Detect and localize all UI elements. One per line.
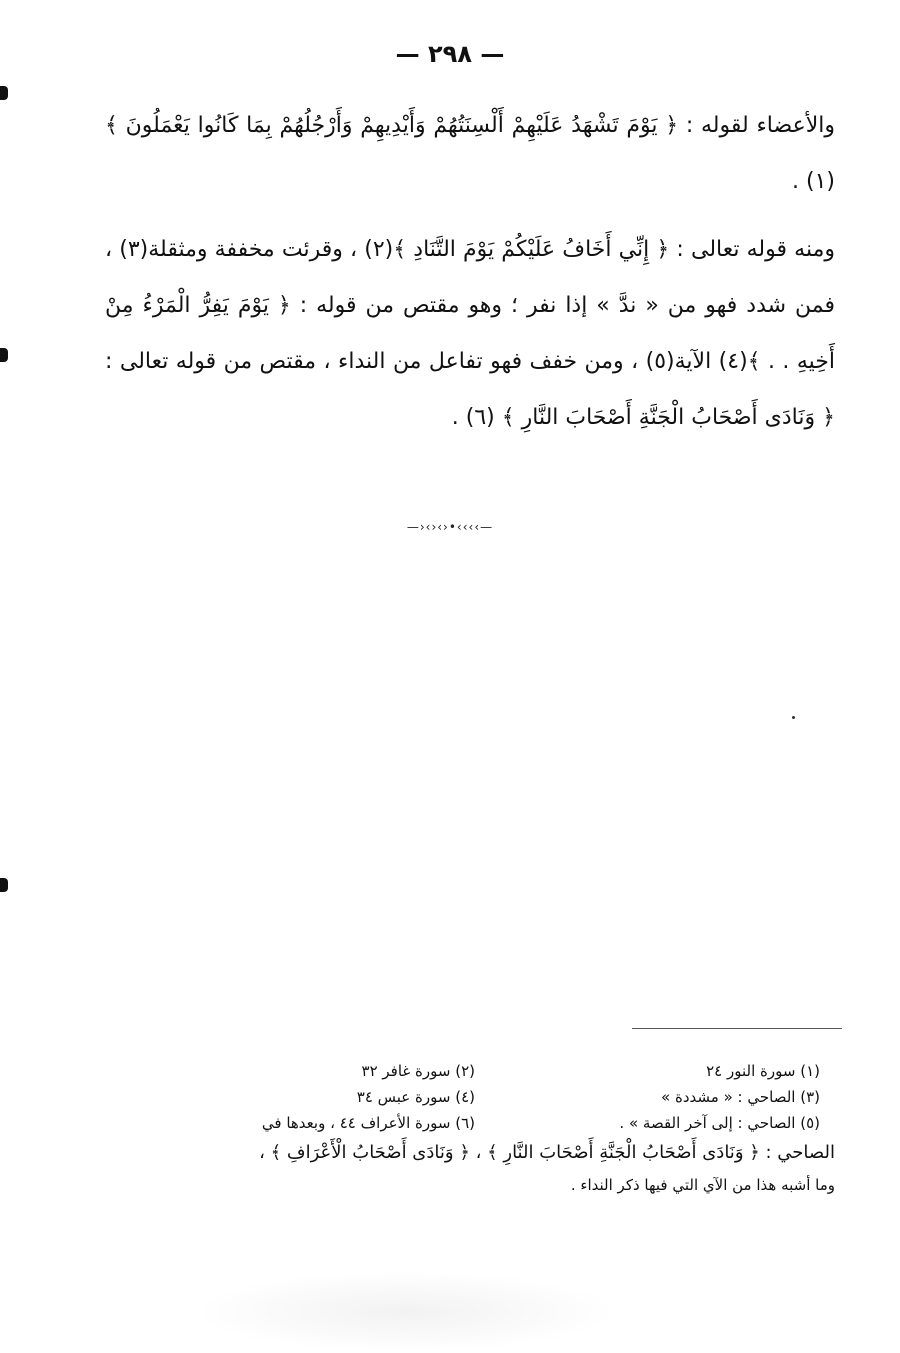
binding-mark xyxy=(0,878,8,892)
footnotes xyxy=(105,1058,835,1200)
footnote-6-continuation: الصاحي : ﴿ وَنَادَى أَصْحَابُ الْجَنَّةِ أَصْحَابَ النَّارِ ﴾ ، ﴿ وَنَادَى أَصْحَابُ الْأَعْرَافِ ﴾ ، xyxy=(259,1142,835,1163)
page-number: — ٢٩٨ — xyxy=(395,40,505,68)
binding-mark xyxy=(0,86,8,100)
footnote-row xyxy=(105,1110,835,1136)
footnote-divider xyxy=(632,1028,842,1029)
paragraph-2: ومنه قوله تعالى : ﴿ إِنِّي أَخَافُ عَلَيْكُمْ يَوْمَ التَّنَادِ ﴾(٢) ، وقرئت مخففة ومثقلة(٣) ، فمن شدد فهو من « ندَّ » إذا نفر ؛ وهو مقتص من قوله : ﴿ يَوْمَ يَفِرُّ الْمَرْءُ مِنْ أَخِيهِ . . ﴾(٤) الآية(٥) ، ومن خفف فهو تفاعل من النداء ، مقتص من قوله تعالى : ﴿ وَنَادَى أَصْحَابُ الْجَنَّةِ أَصْحَابَ النَّارِ ﴾ (٦) . xyxy=(105,237,835,430)
main-text xyxy=(105,98,835,446)
binding-mark xyxy=(0,348,8,362)
paragraph-1: والأعضاء لقوله : ﴿ يَوْمَ تَشْهَدُ عَلَيْهِمْ أَلْسِنَتُهُمْ وَأَيْدِيهِمْ وَأَرْجُلُهُمْ بِمَا كَانُوا يَعْمَلُونَ ﴾ (١) . xyxy=(105,113,835,194)
footnote-6: (٦) سورة الأعراف ٤٤ ، وبعدها في xyxy=(261,1114,475,1132)
footnote-4: (٤) سورة عبس ٣٤ xyxy=(356,1088,475,1106)
footnote-2: (٢) سورة غافر ٣٢ xyxy=(361,1062,475,1080)
footnote-6-end: وما أشبه هذا من الآي التي فيها ذكر النداء . xyxy=(570,1176,835,1194)
footnote-3: (٣) الصاحي : « مشددة » xyxy=(661,1088,820,1106)
section-ornament: —›‹›‹›•‹‹‹‹— xyxy=(406,520,494,534)
footnote-5: (٥) الصاحي : إلى آخر القصة » . xyxy=(619,1114,820,1132)
footnote-1: (١) سورة النور ٢٤ xyxy=(706,1062,820,1080)
scan-shadow xyxy=(190,1270,620,1353)
footnote-row xyxy=(105,1058,835,1084)
footnote-row xyxy=(105,1084,835,1110)
scan-speck xyxy=(792,716,795,719)
